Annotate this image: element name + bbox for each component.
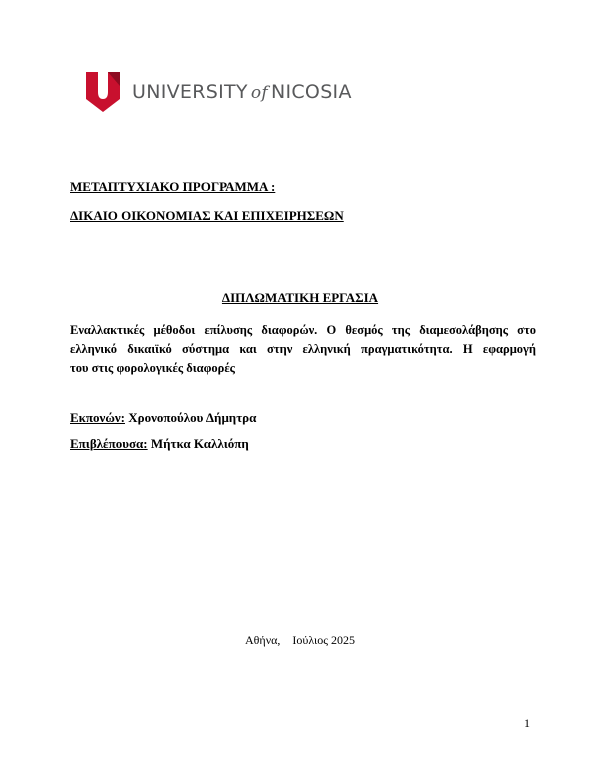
place: Αθήνα, bbox=[245, 633, 281, 647]
supervisor-line bbox=[70, 436, 249, 452]
place-date bbox=[0, 633, 600, 648]
thesis-subject bbox=[70, 321, 536, 378]
program-label: ΜΕΤΑΠΤΥΧΙΑΚΟ ΠΡΟΓΡΑΜΜΑ : bbox=[70, 179, 276, 194]
logo-wordmark: UNIVERSITY of NICOSIA bbox=[132, 81, 352, 103]
supervisor-label: Επιβλέπουσα: bbox=[70, 436, 148, 451]
university-shield-icon bbox=[86, 72, 120, 112]
subject-line: Εναλλακτικές μέθοδοι επίλυσης διαφορών. Ο θεσμός της διαμεσολάβησης στο bbox=[70, 323, 536, 337]
author-line bbox=[70, 410, 256, 426]
supervisor-name: Μήτκα Καλλιόπη bbox=[150, 436, 249, 451]
page-number: 1 bbox=[524, 716, 530, 730]
author-label: Εκπονών: bbox=[70, 410, 125, 425]
author-name: Χρονοπούλου Δήμητρα bbox=[128, 410, 257, 425]
thesis-type-heading: ΔΙΠΛΩΜΑΤΙΚΗ ΕΡΓΑΣΙΑ bbox=[221, 290, 379, 305]
date: Ιούλιος 2025 bbox=[292, 633, 355, 647]
subject-line: του στις φορολογικές διαφορές bbox=[70, 361, 235, 375]
program-name: ΔΙΚΑΙΟ ΟΙΚΟΝΟΜΙΑΣ ΚΑΙ ΕΠΙΧΕΙΡΗΣΕΩΝ bbox=[70, 208, 344, 223]
subject-line: ελληνικό δικαιϊκό σύστημα και στην ελληνική πραγματικότητα. Η εφαρμογή bbox=[70, 342, 536, 356]
university-logo bbox=[86, 72, 352, 112]
